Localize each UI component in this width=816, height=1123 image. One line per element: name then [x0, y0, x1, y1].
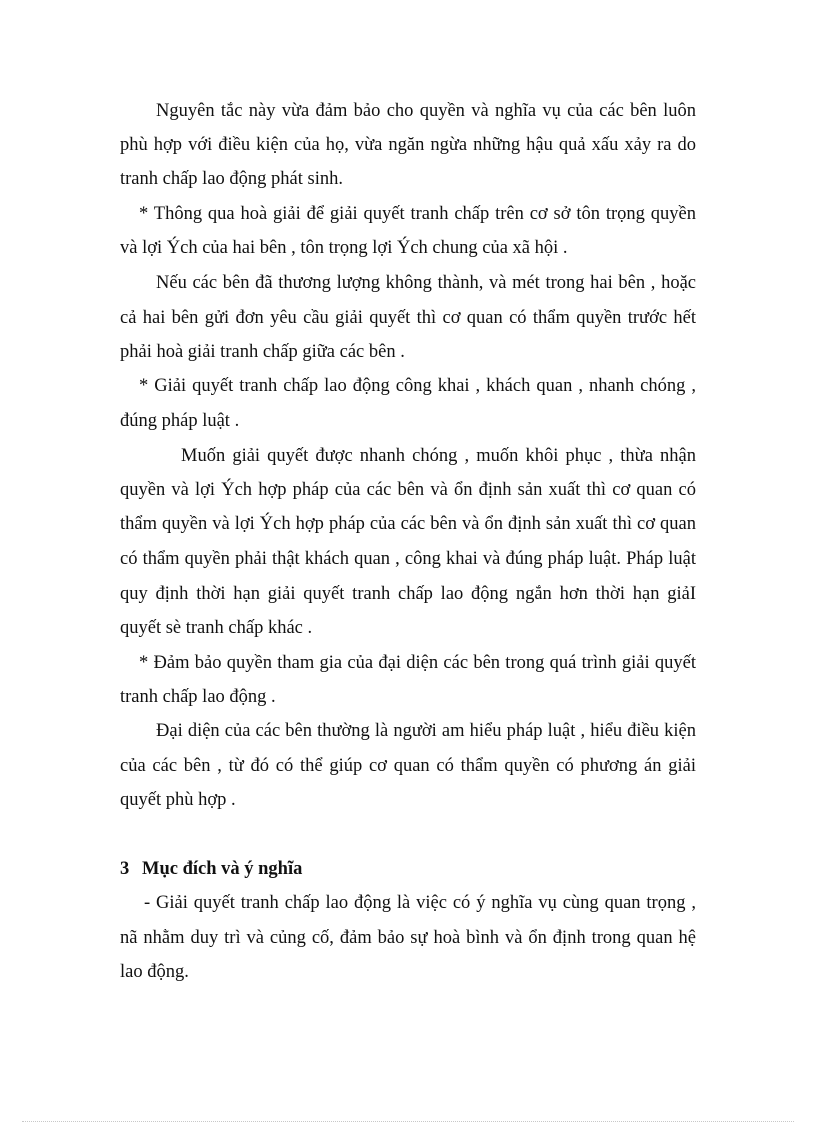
bullet-point-line: * Thông qua hoà giải để giải quyết tranh chấp trên cơ sở tôn trọng quyền: [139, 204, 696, 224]
paragraph-line: Muốn giải quyết được nhanh chóng , muốn khôi phục , thừa nhận: [181, 446, 696, 466]
page-bottom-border: [22, 1121, 794, 1122]
section-title: Mục đích và ý nghĩa: [142, 859, 303, 879]
section-number: 3: [120, 859, 130, 879]
paragraph-line: Nếu các bên đã thương lượng không thành, và mét trong hai bên , hoặc: [156, 273, 696, 293]
bullet-point-line: * Đảm bảo quyền tham gia của đại diện các bên trong quá trình giải quyết: [139, 653, 696, 673]
paragraph-line: Đại diện của các bên thường là người am hiểu pháp luật , hiểu điều kiện: [156, 721, 696, 741]
paragraph-line: quy định thời hạn giải quyết tranh chấp lao động ngắn hơn thời hạn giảI: [120, 584, 696, 604]
paragraph-line: và lợi Ých của hai bên , tôn trọng lợi Ých chung của xã hội .: [120, 238, 568, 258]
paragraph-line: có thẩm quyền phải thật khách quan , công khai và đúng pháp luật. Pháp luật: [120, 549, 696, 569]
paragraph-line: nã nhằm duy trì và củng cố, đảm bảo sự hoà bình và ổn định trong quan hệ: [120, 928, 696, 948]
paragraph-line: của các bên , từ đó có thể giúp cơ quan có thẩm quyền có phương án giải: [120, 756, 696, 776]
paragraph-line: Nguyên tắc này vừa đảm bảo cho quyền và nghĩa vụ của các bên luôn: [156, 101, 696, 121]
paragraph-line: cả hai bên gửi đơn yêu cầu giải quyết thì cơ quan có thẩm quyền trước hết: [120, 308, 696, 328]
paragraph-line: quyết phù hợp .: [120, 790, 236, 810]
paragraph-line: đúng pháp luật .: [120, 411, 240, 431]
paragraph-line: - Giải quyết tranh chấp lao động là việc có ý nghĩa vụ cùng quan trọng ,: [144, 893, 696, 913]
section-heading: [120, 857, 302, 881]
paragraph-line: quyết sè tranh chấp khác .: [120, 618, 313, 638]
paragraph-line: phù hợp với điều kiện của họ, vừa ngăn ngừa những hậu quả xấu xảy ra do: [120, 135, 696, 155]
paragraph-line: thẩm quyền và lợi Ých hợp pháp của các bên và ổn định sản xuất thì cơ quan: [120, 514, 696, 534]
paragraph-line: phải hoà giải tranh chấp giữa các bên .: [120, 342, 405, 362]
paragraph-line: lao động.: [120, 962, 189, 982]
paragraph-line: tranh chấp lao động .: [120, 687, 276, 707]
paragraph-line: quyền và lợi Ých hợp pháp của các bên và ổn định sản xuất thì cơ quan có: [120, 480, 696, 500]
bullet-point-line: * Giải quyết tranh chấp lao động công khai , khách quan , nhanh chóng ,: [139, 376, 696, 396]
paragraph-line: tranh chấp lao động phát sinh.: [120, 169, 343, 189]
